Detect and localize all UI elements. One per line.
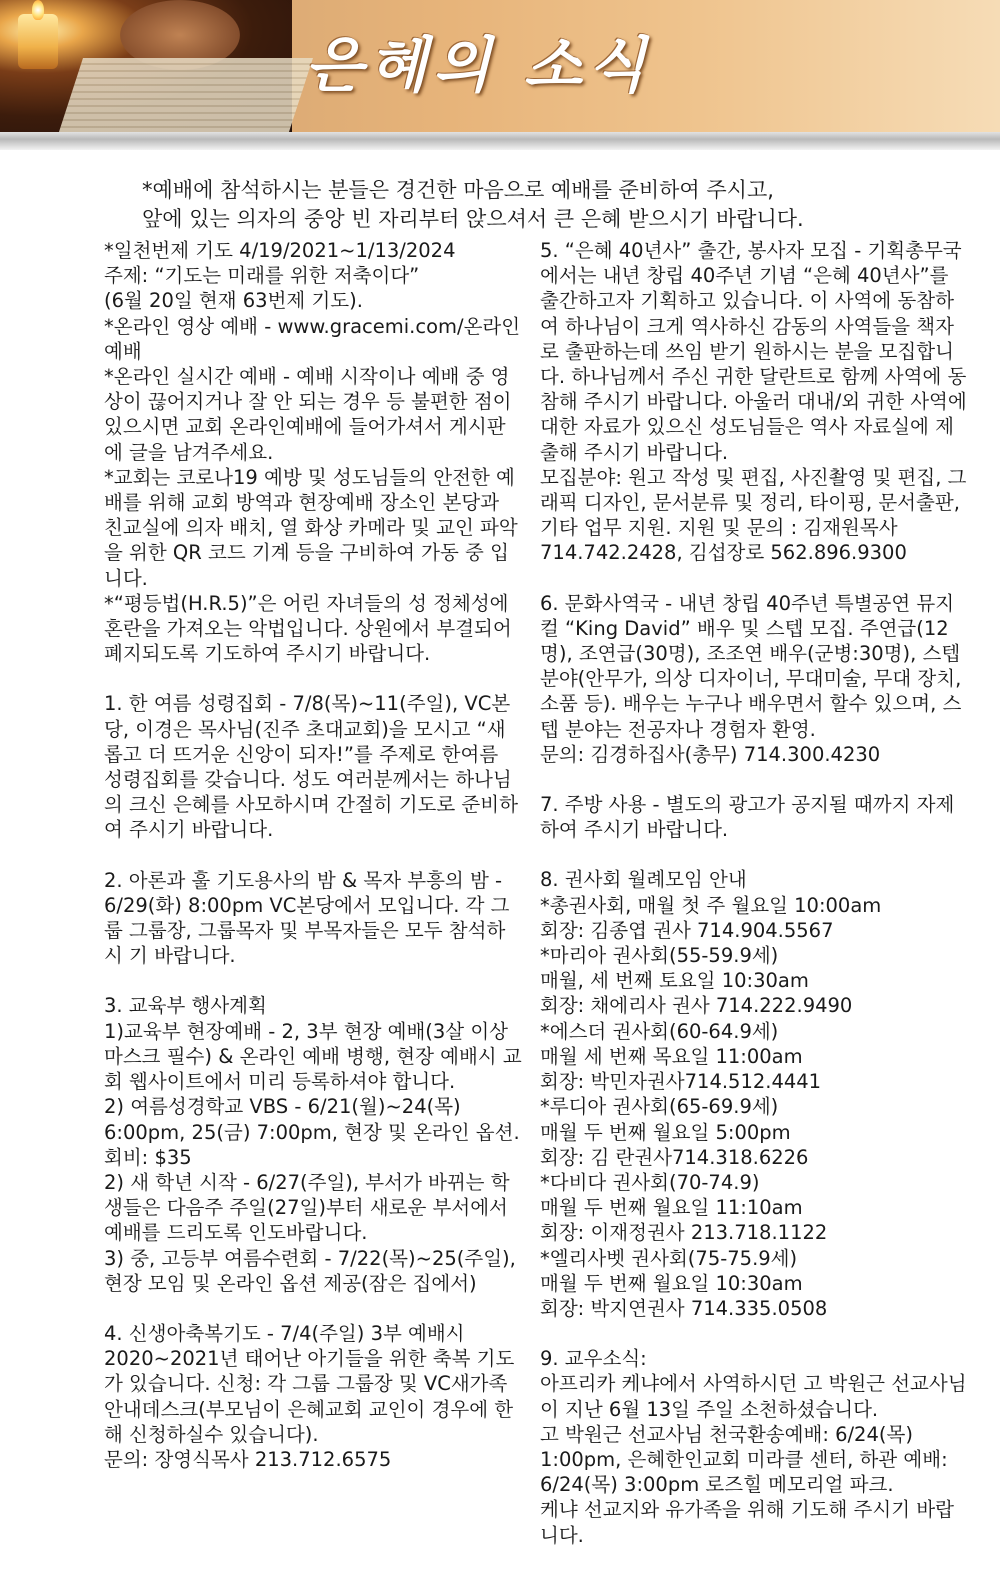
announcement-paragraph: 매월 세 번째 목요일 11:00am [540,1044,803,1068]
paragraph-gap [104,968,522,993]
announcement-paragraph: 문의: 김경하집사(총무) 714.300.4230 [540,742,881,766]
announcement-paragraph: 5. “은혜 40년사” 출간, 봉사자 모집 - 기획총무국에서는 내년 창립 40주년 기념 “은혜 40년사”를 출간하고자 기획하고 있습니다. 이 사역에 동참하여 하나님이 크게 역사하신 감동의 사역들을 책자로 출판하는데 쓰임 받기 원하시는 분을 모집합니다. 하나님께서 주신 귀한 달란트로 함께 사역에 동참해 주시기 바랍니다. 아울러 대내/외 귀한 사역에 대한 자료가 있으신 성도님들은 역사 자료실에 제출해 주시기 바랍니다. [540,239,967,464]
announcement-paragraph: 회장: 김 란권사714.318.6226 [540,1145,809,1169]
announcement-paragraph: 7. 주방 사용 - 별도의 광고가 공지될 때까지 자제하여 주시기 바랍니다. [540,793,955,842]
announcement-paragraph: *일천번제 기도 4/19/2021~1/13/2024 [104,239,456,262]
announcement-paragraph: *온라인 실시간 예배 - 예배 시작이나 예배 중 영상이 끊어지거나 잘 안 되는 경우 등 불편한 점이 있으시면 교회 온라인예배에 들어가셔서 게시판에 글을 남겨주세요. [104,365,512,464]
page-title: 은혜의 소식 [305,31,652,101]
announcement-paragraph: 2) 새 학년 시작 - 6/27(주일), 부서가 바뀌는 학생들은 다음주 주일(27일)부터 새로운 부서에서 예배를 드리도록 인도바랍니다. [104,1170,510,1245]
announcement-paragraph: 매월 두 번째 월요일 11:10am [540,1196,803,1220]
paragraph-gap [540,767,970,792]
notice-line: *예배에 참석하시는 분들은 경건한 마음으로 예배를 준비하여 주시고, [142,178,774,202]
announcement-paragraph: 케냐 선교지와 유가족을 위해 기도해 주시기 바랍니다. [540,1498,954,1547]
left-column [104,238,522,1472]
paragraph-gap [540,566,970,591]
announcement-paragraph: 1)교육부 현장예배 - 2, 3부 현장 예배(3살 이상 마스크 필수) & 온라인 예배 병행, 현장 예배시 교회 웹사이트에서 미리 등록하셔야 합니다. [104,1019,522,1094]
announcement-paragraph: 3. 교육부 행사계획 [104,994,267,1018]
announcement-paragraph: 회장: 박민자권사714.512.4441 [540,1070,822,1094]
announcement-paragraph: *총권사회, 매월 첫 주 월요일 10:00am [540,893,882,917]
announcement-paragraph: 문의: 장영식목사 213.712.6575 [104,1447,392,1471]
announcement-paragraph: 회장: 박지연권사 714.335.0508 [540,1296,828,1320]
flame-icon [32,0,44,20]
announcement-paragraph: 3) 중, 고등부 여름수련회 - 7/22(목)~25(주일), 현장 모임 및 온라인 옵션 제공(잠은 집에서) [104,1246,516,1295]
worship-notice [142,176,962,234]
announcement-paragraph: *에스더 권사회(60-64.9세) [540,1019,779,1043]
announcement-paragraph: 6. 문화사역국 - 내년 창립 40주년 특별공연 뮤지컬 “King David” 배우 및 스텝 모집. 주연급(12명), 조연급(30명), 조조연 배우(군병:30명), 스텝분야(안무가, 의상 디자이너, 무대미술, 무대 장치, 소품 등). 배우는 누구나 배우면서 할수 있으며, 스텝 분야는 전공자나 경험자 환영. [540,591,962,741]
announcement-paragraph: 4. 신생아축복기도 - 7/4(주일) 3부 예배시 2020~2021년 태어난 아기들을 위한 축복 기도가 있습니다. 신청: 각 그룹 그룹장 및 VC새가족 안내데스크(부모님이 은혜교회 교인이 경우에 한해 신청하실수 있습니다). [104,1321,515,1446]
paragraph-gap [104,843,522,868]
announcement-paragraph: *마리아 권사회(55-59.9세) [540,944,779,968]
notice-line: 앞에 있는 의자의 중앙 빈 자리부터 앉으셔서 큰 은혜 받으시기 바랍니다. [142,207,804,231]
candle-icon [18,14,58,69]
announcement-paragraph: 9. 교우소식: [540,1347,647,1371]
announcement-paragraph: *교회는 코로나19 예방 및 성도님들의 안전한 예배를 위해 교회 방역과 현장예배 장소인 본당과 친교실에 의자 배치, 열 화상 카메라 및 교인 파악을 위한 QR 코드 기계 등을 구비하여 가동 중 입니다. [104,465,518,590]
paragraph-gap [540,1321,970,1346]
announcement-paragraph: (6월 20일 현재 63번제 기도). [104,289,363,313]
announcement-paragraph: *루디아 권사회(65-69.9세) [540,1095,779,1119]
announcement-paragraph: 2) 여름성경학교 VBS - 6/21(월)~24(목) 6:00pm, 25(금) 7:00pm, 현장 및 온라인 옵션. 회비: $35 [104,1095,520,1169]
announcement-paragraph: 회장: 채에리사 권사 714.222.9490 [540,994,853,1018]
announcement-paragraph: 매월 두 번째 월요일 10:30am [540,1271,803,1295]
announcement-paragraph: 아프리카 케냐에서 사역하시던 고 박원근 선교사님이 지난 6월 13일 주일 소천하셨습니다. [540,1372,967,1421]
paragraph-gap [540,842,970,867]
announcement-paragraph: 회장: 이재정권사 213.718.1122 [540,1221,828,1245]
announcement-paragraph: *“평등법(H.R.5)”은 어린 자녀들의 성 정체성에 혼란을 가져오는 악법입니다. 상원에서 부결되어 폐지되도록 기도하여 주시기 바랍니다. [104,591,512,666]
bible-icon [57,58,313,132]
right-column [540,238,970,1548]
announcement-paragraph: 2. 아론과 훌 기도용사의 밤 & 목자 부흥의 밤 - 6/29(화) 8:00pm VC본당에서 모입니다. 각 그룹 그룹장, 그룹목자 및 부목자들은 모두 참석하시 기 바랍니다. [104,868,510,968]
announcement-paragraph: *온라인 영상 예배 - www.gracemi.com/온라인예배 [104,314,521,363]
announcement-paragraph: 1. 한 여름 성령집회 - 7/8(목)~11(주일), VC본당, 이경은 목사님(진주 초대교회)을 모시고 “새롭고 더 뜨거운 신앙이 되자!”를 주제로 한여름 성령집회를 갖습니다. 성도 여러분께서는 하나님의 크신 은혜를 사모하시며 간절히 기도로 준비하여 주시기 바랍니다. [104,692,518,842]
announcement-paragraph: *다비다 권사회(70-74.9) [540,1170,760,1194]
announcement-paragraph: 주제: “기도는 미래를 위한 저축이다” [104,264,420,288]
announcement-paragraph: 매월, 세 번째 토요일 10:30am [540,969,809,993]
paragraph-gap [104,666,522,691]
paragraph-gap [104,1296,522,1321]
header-divider [0,132,1000,150]
announcement-paragraph: 모집분야: 원고 작성 및 편집, 사진촬영 및 편집, 그래픽 디자인, 문서분류 및 정리, 타이핑, 문서출판, 기타 업무 지원. 지원 및 문의 : 김재원목사 714.742.2428, 김섭장로 562.896.9300 [540,465,967,565]
announcement-paragraph: 회장: 김종엽 권사 714.904.5567 [540,918,834,942]
announcement-paragraph: *엘리사벳 권사회(75-75.9세) [540,1246,798,1270]
announcement-paragraph: 매월 두 번째 월요일 5:00pm [540,1120,791,1144]
announcement-paragraph: 8. 권사회 월례모임 안내 [540,868,747,892]
prayer-photo [0,0,292,132]
announcement-paragraph: 고 박원근 선교사님 천국환송예배: 6/24(목) 1:00pm, 은혜한인교회 미라클 센터, 하관 예배: 6/24(목) 3:00pm 로즈힐 메모리얼 파크. [540,1422,948,1497]
header-banner [0,0,1000,132]
